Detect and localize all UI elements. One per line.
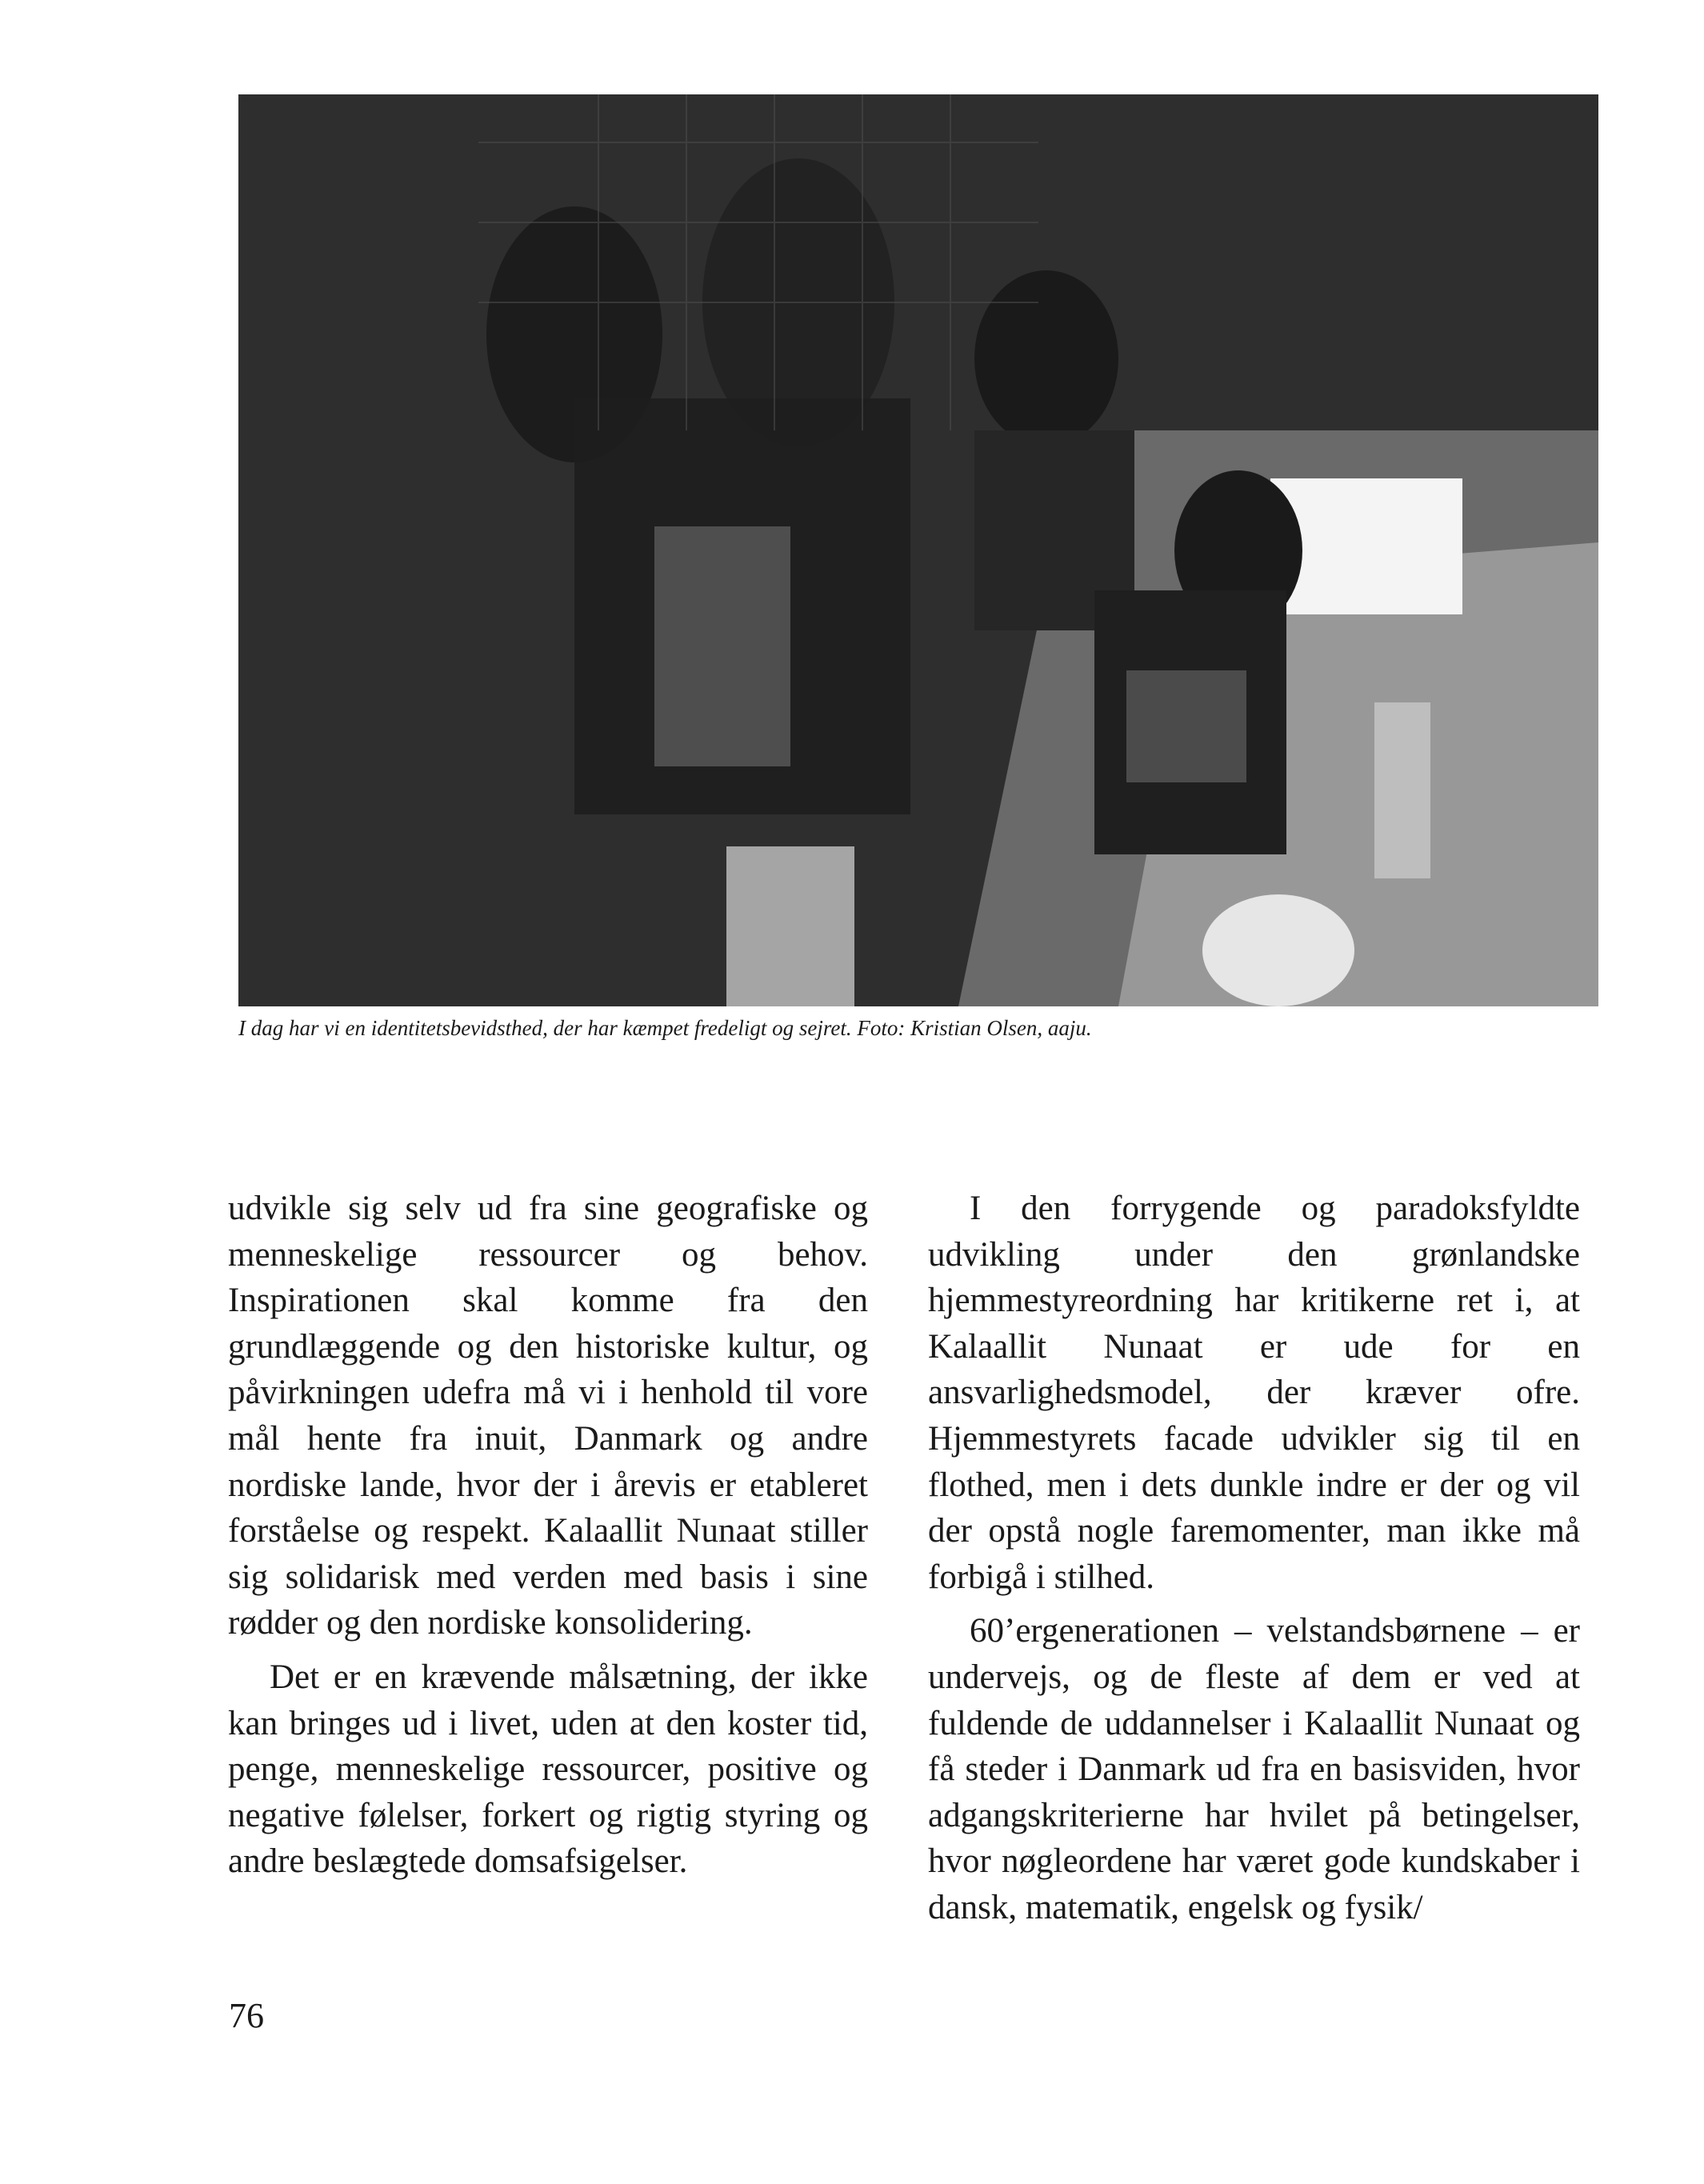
paragraph: Det er en krævende målsætning, der ikke kan bringes ud i livet, uden at den koster tid, penge, menneskelige ressourcer, positive og negative følelser, forkert og rigtig styring og andre beslægtede domsafsigelser.: [228, 1658, 868, 1881]
photograph: [238, 94, 1598, 1006]
text-column-left: [228, 1186, 868, 1893]
paragraph: udvikle sig selv ud fra sine geografiske og menneskelige ressourcer og behov. Inspirationen skal komme fra den grundlæggende og den historiske kultur, og påvirkningen udefra må vi i henhold til vore mål hente fra inuit, Danmark og andre nordiske lande, hvor der i årevis er etableret forståelse og respekt. Kalaallit Nunaat stiller sig solidarisk med verden med basis i sine rødder og den nordiske konsolidering.: [228, 1190, 868, 1642]
page-number: 76: [229, 1996, 264, 2035]
paragraph: 60’ergenerationen – velstandsbørnene – er undervejs, og de fleste af dem er ved at fuldende de uddannelser i Kalaallit Nunaat og få steder i Danmark ud fra en basisviden, hvor adgangskriterierne har hvilet på betingelser, hvor nøgleordene har været gode kundskaber i dansk, matematik, engelsk og fysik/: [928, 1612, 1580, 1926]
text-column-right: [928, 1186, 1580, 1939]
paragraph: I den forrygende og paradoksfyldte udvikling under den grønlandske hjemmestyreordning har kritikerne ret i, at Kalaallit Nunaat er ude for en ansvarlighedsmodel, der kræver ofre. Hjemmestyrets facade udvikler sig til en flothed, men i dets dunkle indre er der og vil der opstå nogle faremomenter, man ikke må forbigå i stilhed.: [928, 1190, 1580, 1596]
photo-scene: [238, 94, 1598, 1006]
photo-caption: I dag har vi en identitetsbevidsthed, der har kæmpet fredeligt og sejret. Foto: Kristian Olsen, aaju.: [238, 1016, 1092, 1040]
